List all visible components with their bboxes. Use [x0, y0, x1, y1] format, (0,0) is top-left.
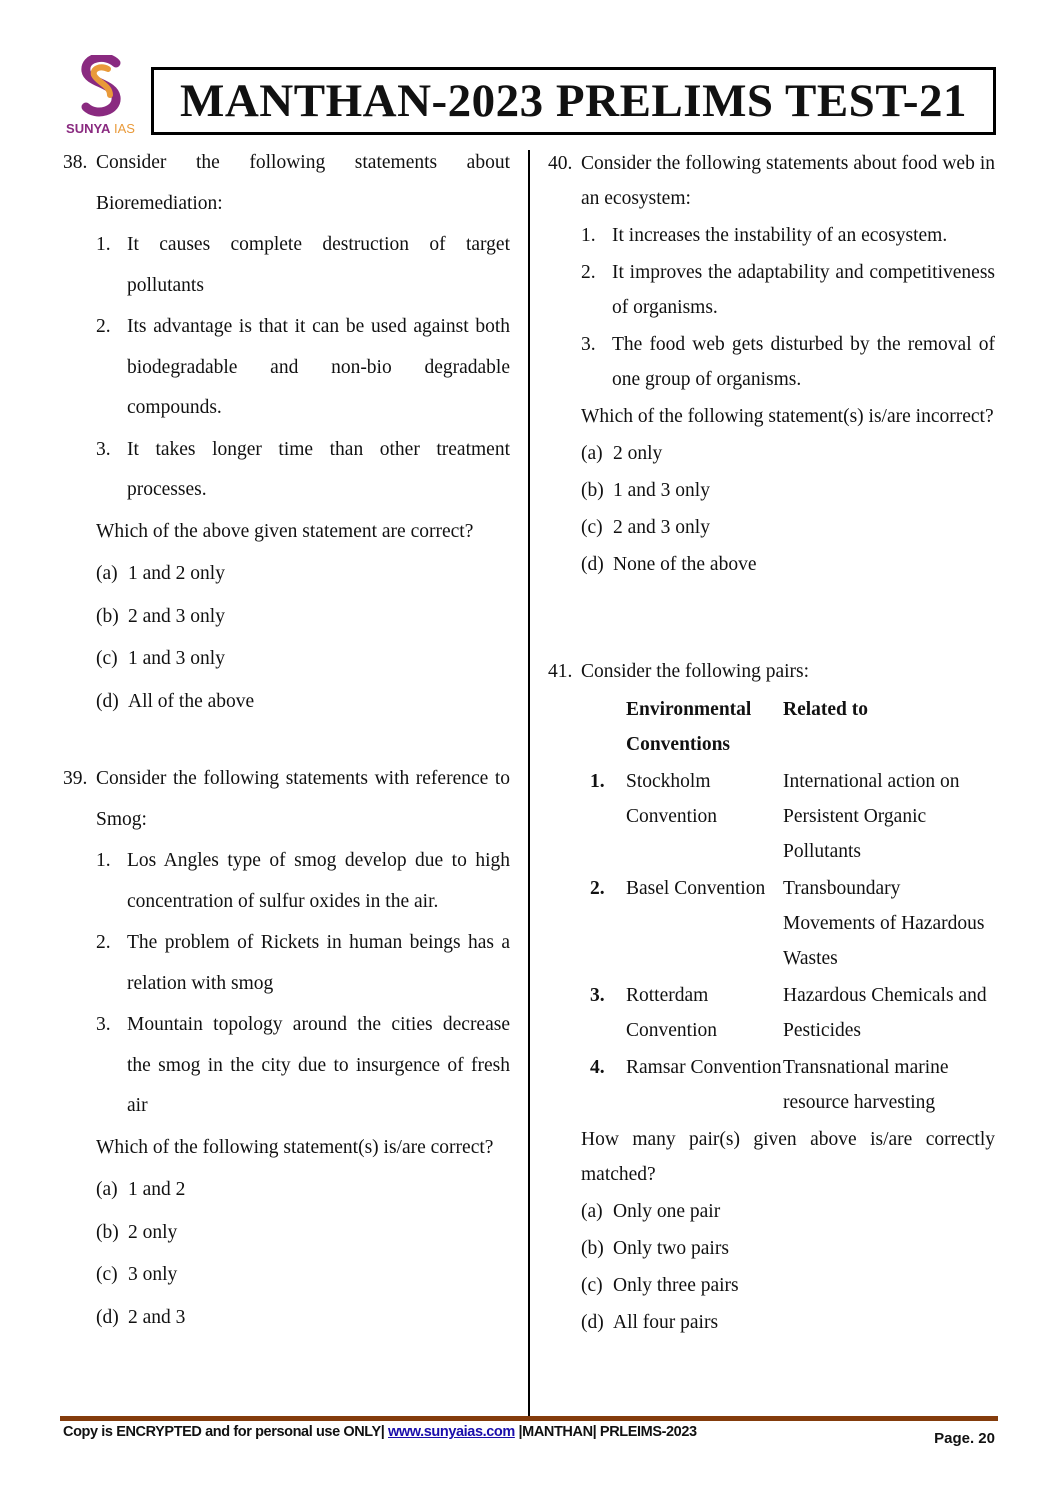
table-row: 2. Basel Convention Transboundary Movements of Hazardous Wastes: [590, 878, 985, 969]
option-c: (c) 3 only: [96, 1264, 178, 1285]
question-ask: Which of the following statement(s) is/are incorrect?: [581, 406, 994, 427]
question-41: [548, 654, 995, 1340]
option-a: (a) 1 and 2: [96, 1179, 186, 1200]
question-number: 38.: [63, 152, 88, 173]
pairs-table: [581, 692, 995, 1120]
option-a: (a) 2 only: [581, 443, 663, 464]
statement: 1. It increases the instability of an ecosystem.: [581, 225, 948, 246]
column-header: Environmental Conventions: [626, 699, 752, 755]
option-b: (b) 2 and 3 only: [96, 605, 225, 627]
option-b: (b) 2 only: [96, 1221, 178, 1243]
page-number: Page. 20: [934, 1430, 995, 1447]
option-a: (a) Only one pair: [581, 1201, 721, 1222]
table-row: 4. Ramsar Convention Transnational marine resource harvesting: [590, 1057, 949, 1113]
question-ask: Which of the following statement(s) is/are correct?: [96, 1136, 494, 1158]
statement: 1. Los Angles type of smog develop due to high concentration of sulfur oxides in the air.: [96, 850, 510, 912]
page-title: MANTHAN-2023 PRELIMS TEST-21: [180, 75, 967, 127]
footer-divider: [60, 1416, 998, 1421]
statement: 2. It improves the adaptability and competitiveness of organisms.: [581, 262, 995, 318]
option-c: (c) 2 and 3 only: [581, 517, 710, 538]
statement: 3. It takes longer time than other treatment processes.: [96, 438, 510, 500]
option-d: (d) None of the above: [581, 554, 757, 575]
website-link[interactable]: www.sunyaias.com: [388, 1424, 515, 1440]
question-number: 39.: [63, 768, 88, 789]
question-40: [548, 146, 995, 582]
logo-s-icon: [78, 55, 124, 117]
question-ask: Which of the above given statement are correct?: [96, 520, 474, 542]
statement: 3. Mountain topology around the cities decrease the smog in the city due to insurgence of fresh air: [96, 1014, 510, 1116]
question-38: [63, 143, 510, 722]
sunya-ias-logo: [58, 55, 143, 140]
footer-text: Copy is ENCRYPTED and for personal use ONLY| www.sunyaias.com |MANTHAN| PRLEIMS-2023: [63, 1424, 697, 1440]
statement: 3. The food web gets disturbed by the removal of one group of organisms.: [581, 334, 995, 390]
logo-text: SUNYA IAS: [66, 121, 135, 136]
question-number: 40.: [548, 153, 573, 174]
statement: 2. Its advantage is that it can be used against both biodegradable and non-bio degradable compounds.: [96, 316, 510, 418]
question-stem: Consider the following pairs:: [581, 661, 810, 682]
statement: 1. It causes complete destruction of target pollutants: [96, 234, 510, 296]
question-39: [63, 759, 510, 1338]
option-a: (a) 1 and 2 only: [96, 563, 225, 584]
column-header: Related to: [783, 699, 869, 720]
question-stem: Consider the following statements about Bioremediation:: [96, 152, 510, 214]
option-d: (d) All of the above: [96, 690, 255, 712]
question-ask: How many pair(s) given above is/are correctly matched?: [581, 1129, 995, 1185]
statement: 2. The problem of Rickets in human beings has a relation with smog: [96, 932, 510, 994]
option-d: (d) All four pairs: [581, 1312, 719, 1333]
option-c: (c) Only three pairs: [581, 1275, 739, 1296]
option-b: (b) Only two pairs: [581, 1238, 729, 1259]
column-divider: [528, 150, 530, 1418]
table-row: 3. Rotterdam Convention Hazardous Chemicals and Pesticides: [590, 985, 987, 1041]
question-number: 41.: [548, 661, 573, 682]
option-b: (b) 1 and 3 only: [581, 480, 710, 501]
title-box: [151, 67, 996, 135]
question-stem: Consider the following statements with reference to Smog:: [96, 768, 510, 830]
option-c: (c) 1 and 3 only: [96, 648, 225, 669]
option-d: (d) 2 and 3: [96, 1306, 186, 1328]
table-row: 1. Stockholm Convention International action on Persistent Organic Pollutants: [590, 771, 960, 862]
question-stem: Consider the following statements about food web in an ecosystem:: [581, 153, 995, 209]
